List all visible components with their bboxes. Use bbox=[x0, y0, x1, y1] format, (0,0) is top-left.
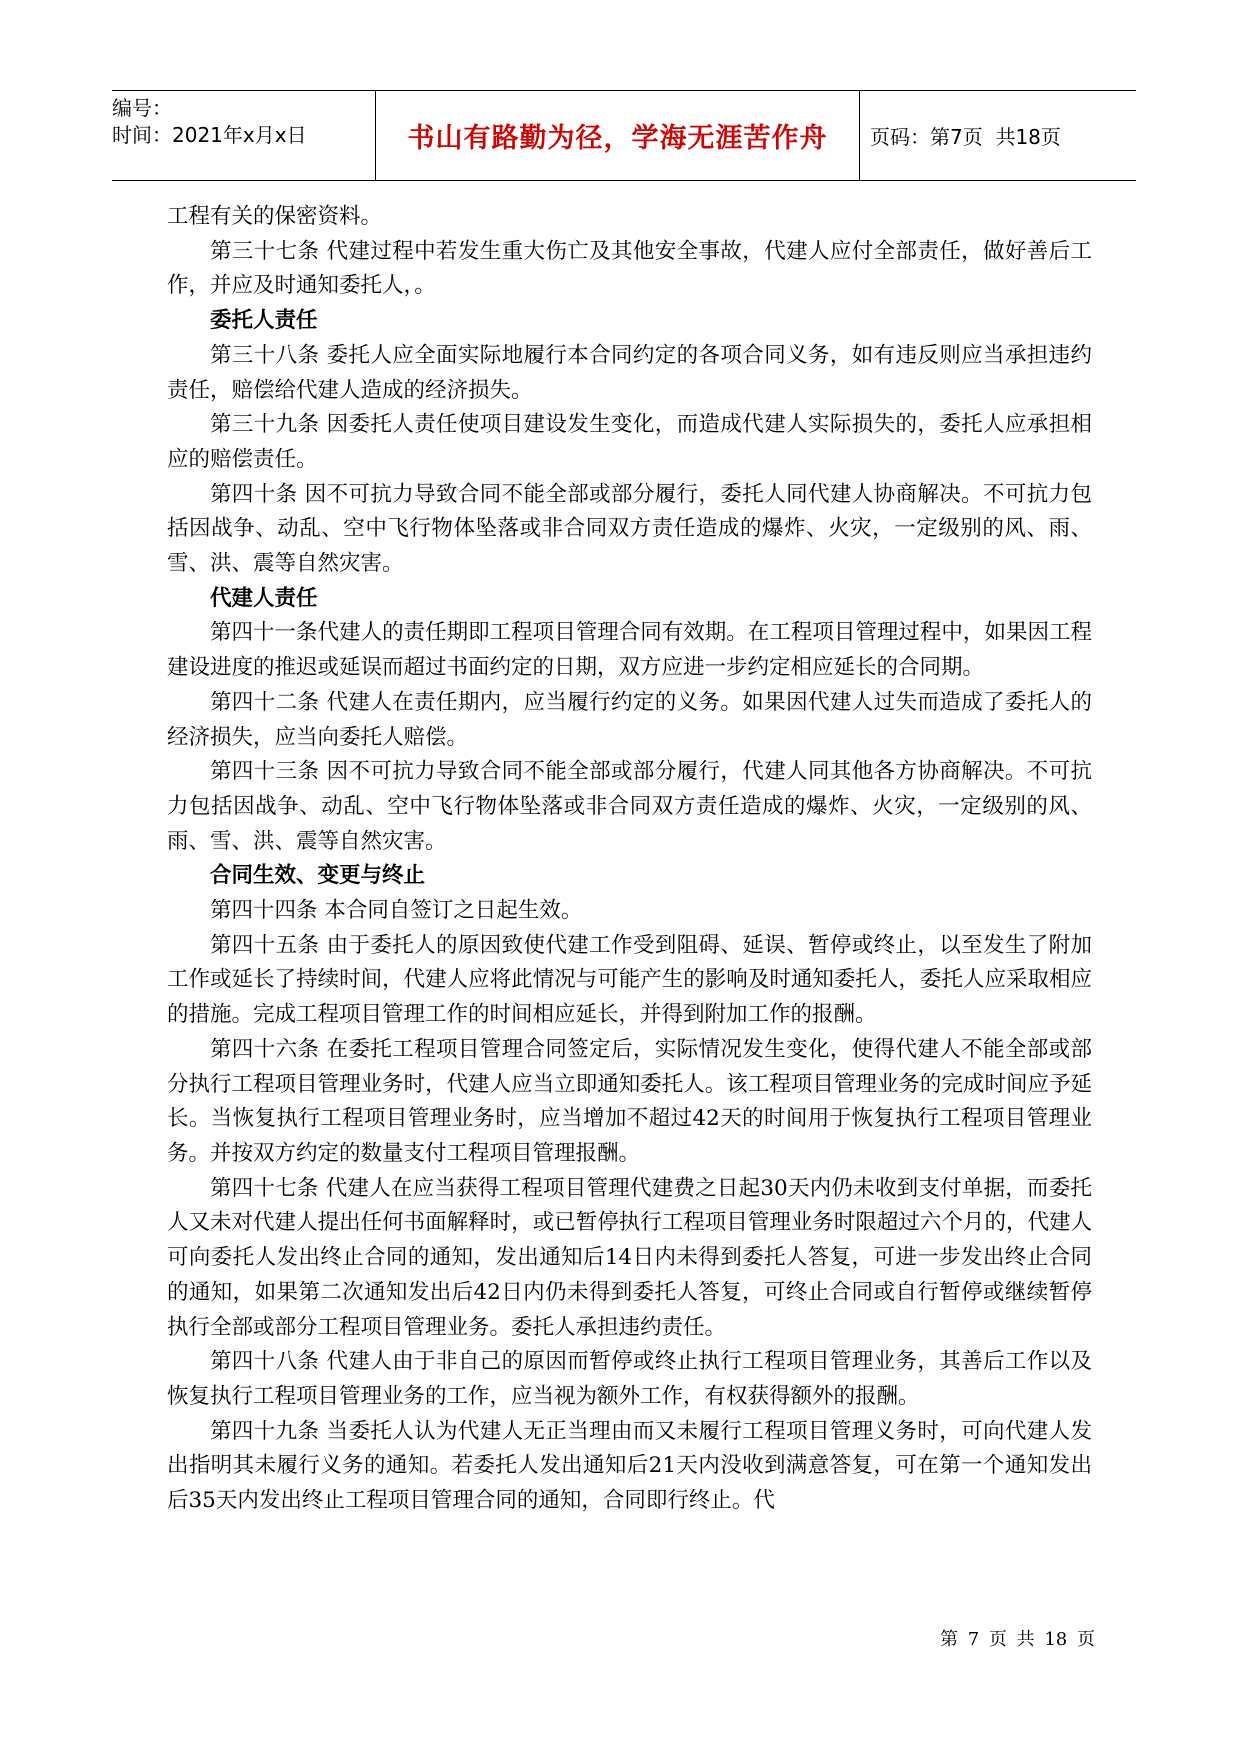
document-time: 时间：2021年x月x日 bbox=[112, 123, 307, 147]
document-body bbox=[167, 200, 1092, 1519]
header-left-cell bbox=[112, 91, 375, 180]
paragraph: 第四十八条 代建人由于非自己的原因而暂停或终止执行工程项目管理业务，其善后工作以及恢复执行工程项目管理业务的工作，应当视为额外工作，有权获得额外的报酬。 bbox=[167, 1349, 1092, 1409]
paragraph: 第三十九条 因委托人责任使项目建设发生变化，而造成代建人实际损失的，委托人应承担相应的赔偿责任。 bbox=[167, 412, 1092, 472]
paragraph: 第四十四条 本合同自签订之日起生效。 bbox=[210, 898, 583, 924]
header-table bbox=[112, 90, 1136, 181]
paragraph: 工程有关的保密资料。 bbox=[167, 204, 383, 229]
paragraph: 第四十一条代建人的责任期即工程项目管理合同有效期。在工程项目管理过程中，如果因工程建设进度的推迟或延误而超过书面约定的日期，双方应进一步约定相应延长的合同期。 bbox=[167, 620, 1092, 681]
header-motto: 书山有路勤为径，学海无涯苦作舟 bbox=[407, 123, 828, 154]
footer-page-number: 第 7 页 共 18 页 bbox=[940, 1629, 1095, 1650]
paragraph: 第四十五条 由于委托人的原因致使代建工作受到阻碍、延误、暂停或终止，以至发生了附加工作或延长了持续时间，代建人应将此情况与可能产生的影响及时通知委托人，委托人应采取相应的措施。完成工程项目管理工作的时间相应延长，并得到附加工作的报酬。 bbox=[167, 932, 1092, 1028]
section-heading: 合同生效、变更与终止 bbox=[210, 863, 426, 889]
section-heading: 委托人责任 bbox=[210, 308, 318, 334]
document-number-label: 编号： bbox=[112, 96, 172, 120]
paragraph: 第四十条 因不可抗力导致合同不能全部或部分履行，委托人同代建人协商解决。不可抗力包括因战争、动乱、空中飞行物体坠落或非合同双方责任造成的爆炸、火灾，一定级别的风、雨、雪、洪、震等自然灾害。 bbox=[167, 481, 1092, 577]
page-footer bbox=[940, 1625, 1095, 1651]
header-motto-cell bbox=[375, 91, 860, 180]
section-heading: 代建人责任 bbox=[210, 585, 318, 611]
paragraph: 第三十八条 委托人应全面实际地履行本合同约定的各项合同义务，如有违反则应当承担违约责任，赔偿给代建人造成的经济损失。 bbox=[167, 342, 1092, 403]
paragraph: 第四十三条 因不可抗力导致合同不能全部或部分履行，代建人同其他各方协商解决。不可抗力包括因战争、动乱、空中飞行物体坠落或非合同双方责任造成的爆炸、火灾，一定级别的风、雨、雪、洪、震等自然灾害。 bbox=[167, 759, 1092, 854]
paragraph: 第四十九条 当委托人认为代建人无正当理由而又未履行工程项目管理义务时，可向代建人发出指明其未履行义务的通知。若委托人发出通知后21天内没收到满意答复，可在第一个通知发出后35天内发出终止工程项目管理合同的通知，合同即行终止。代 bbox=[167, 1418, 1092, 1514]
header-page-info: 页码：第7页 共18页 bbox=[870, 125, 1061, 149]
paragraph: 第三十七条 代建过程中若发生重大伤亡及其他安全事故，代建人应付全部责任，做好善后工作，并应及时通知委托人，。 bbox=[167, 238, 1092, 299]
paragraph: 第四十二条 代建人在责任期内，应当履行约定的义务。如果因代建人过失而造成了委托人的经济损失，应当向委托人赔偿。 bbox=[167, 689, 1092, 750]
paragraph: 第四十七条 代建人在应当获得工程项目管理代建费之日起30天内仍未收到支付单据，而委托人又未对代建人提出任何书面解释时，或已暂停执行工程项目管理业务时限超过六个月的，代建人可向委托人发出终止合同的通知，发出通知后14日内未得到委托人答复，可进一步发出终止合同的通知，如果第二次通知发出后42日内仍未得到委托人答复，可终止合同或自行暂停或继续暂停执行全部或部分工程项目管理业务。委托人承担违约责任。 bbox=[167, 1175, 1092, 1340]
header-page-cell bbox=[860, 91, 1136, 180]
paragraph: 第四十六条 在委托工程项目管理合同签定后，实际情况发生变化，使得代建人不能全部或部分执行工程项目管理业务时，代建人应当立即通知委托人。该工程项目管理业务的完成时间应予延长。当恢复执行工程项目管理业务时，应当增加不超过42天的时间用于恢复执行工程项目管理业务。并按双方约定的数量支付工程项目管理报酬。 bbox=[167, 1036, 1092, 1166]
